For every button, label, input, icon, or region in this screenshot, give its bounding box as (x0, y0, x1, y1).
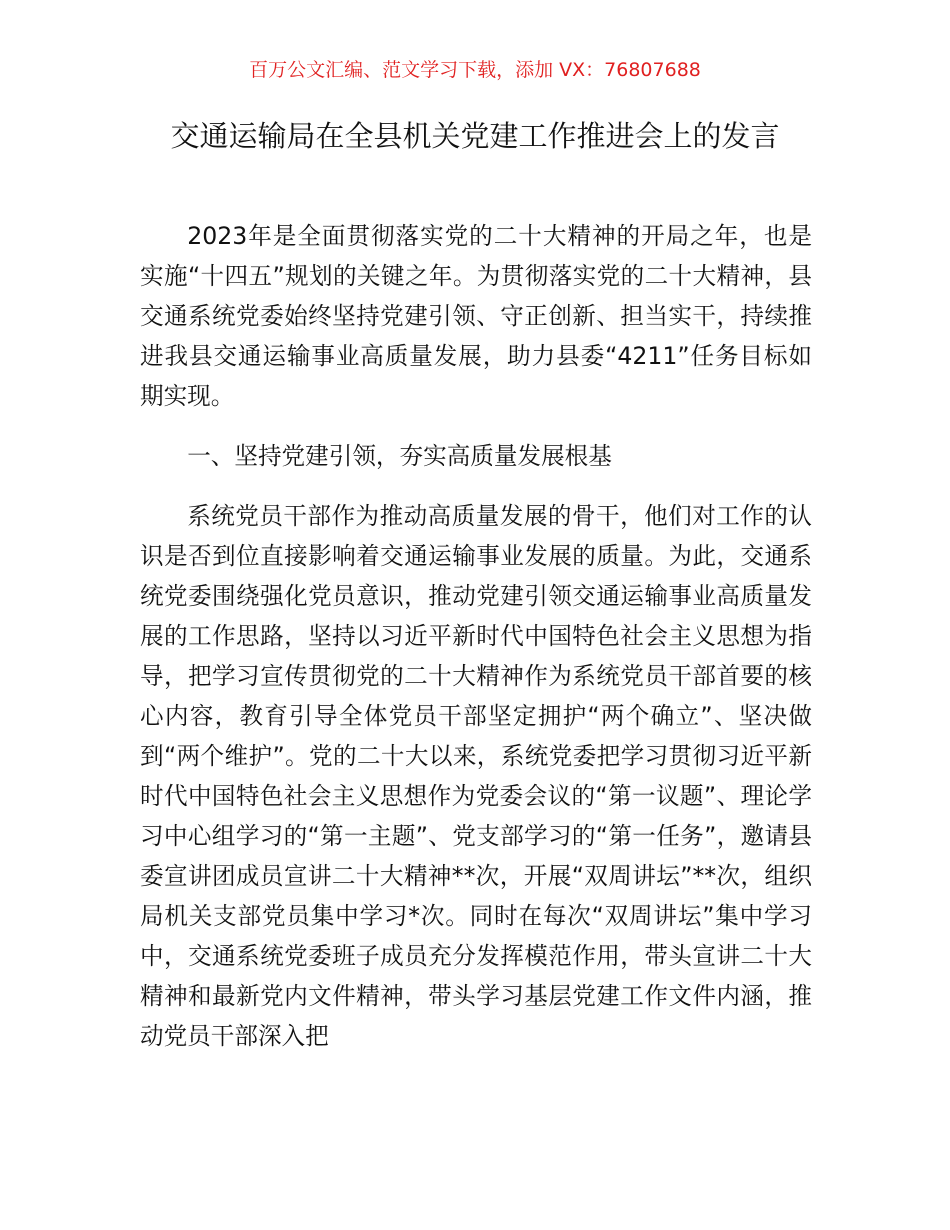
document-title: 交通运输局在全县机关党建工作推进会上的发言 (170, 119, 780, 153)
header-watermark-note: 百万公文汇编、范文学习下载，添加 VX：76807688 (249, 59, 701, 81)
section-1-paragraph: 系统党员干部作为推动高质量发展的骨干，他们对工作的认识是否到位直接影响着交通运输事业发展的质量。为此，交通系统党委围绕强化党员意识，推动党建引领交通运输事业高质量发展的工作思路，坚持以习近平新时代中国特色社会主义思想为指导，把学习宣传贯彻党的二十大精神作为系统党员干部首要的核心内容，教育引导全体党员干部坚定拥护“两个确立”、坚决做到“两个维护”。党的二十大以来，系统党委把学习贯彻习近平新时代中国特色社会主义思想作为党委会议的“第一议题”、理论学习中心组学习的“第一主题”、党支部学习的“第一任务”，邀请县委宣讲团成员宣讲二十大精神**次，开展“双周讲坛”**次，组织局机关支部党员集中学习*次。同时在每次“双周讲坛”集中学习中，交通系统党委班子成员充分发挥模范作用，带头宣讲二十大精神和最新党内文件精神，带头学习基层党建工作文件内涵，推动党员干部深入把 (140, 502, 812, 1050)
section-heading-1: 一、坚持党建引领，夯实高质量发展根基 (187, 442, 612, 470)
document-body (140, 216, 812, 1076)
intro-paragraph: 2023年是全面贯彻落实党的二十大精神的开局之年，也是实施“十四五”规划的关键之年。为贯彻落实党的二十大精神，县交通系统党委始终坚持党建引领、守正创新、担当实干，持续推进我县交通运输事业高质量发展，助力县委“4211”任务目标如期实现。 (140, 222, 812, 410)
